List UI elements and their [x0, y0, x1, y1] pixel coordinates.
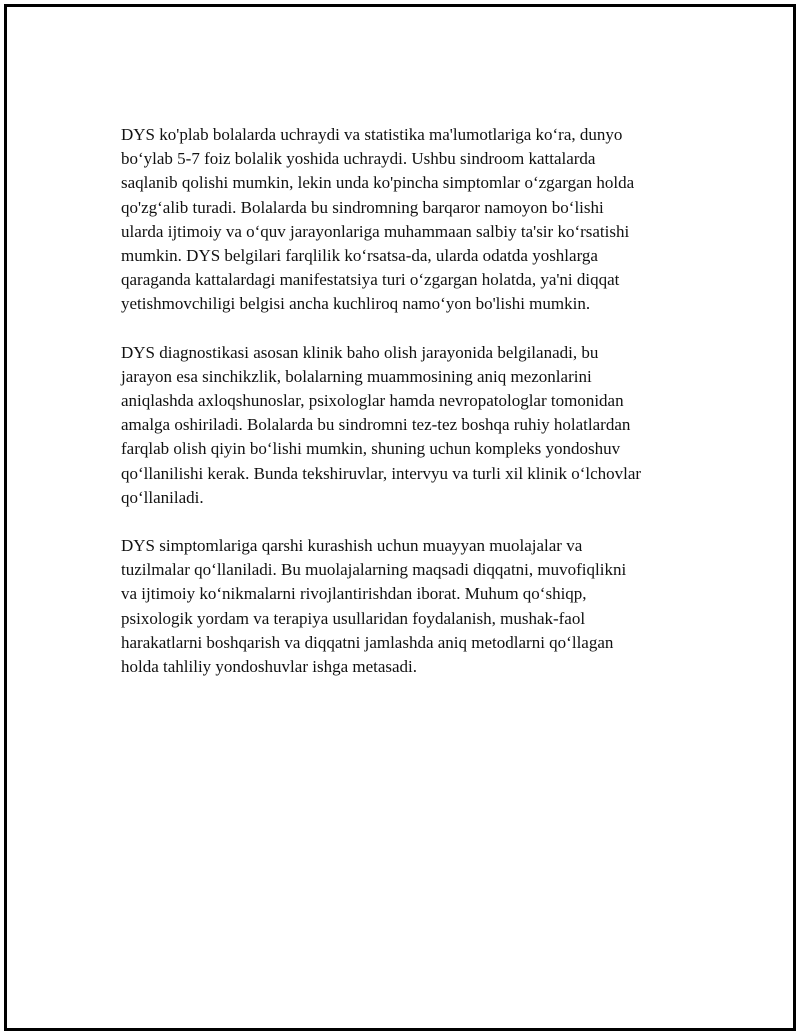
document-body — [121, 123, 701, 703]
paragraph-3: DYS simptomlariga qarshi kurashish uchun muayyan muolajalar va tuzilmalar qo‘llaniladi. Bu muolajalarning maqsadi diqqatni, muvofiqlikni va ijtimoiy ko‘nikmalarni rivojlantirishdan iborat. Muhum qo‘shiqp, psixologik yordam va terapiya usullaridan foydalanish, mushak-faol harakatlarni boshqarish va diqqatni jamlashda aniq metodlarni qo‘llagan holda tahliliy yondoshuvlar ishga metasadi. — [121, 536, 627, 677]
paragraph-1: DYS ko'plab bolalarda uchraydi va statistika ma'lumotlariga ko‘ra, dunyo bo‘ylab 5-7 foiz bolalik yoshida uchraydi. Ushbu sindroom kattalarda saqlanib qolishi mumkin, lekin unda ko'pincha simptomlar o‘zgargan holda qo'zg‘alib turadi. Bolalarda bu sindromning barqaror namoyon bo‘lishi ularda ijtimoiy va o‘quv jarayonlariga muhammaan salbiy ta'sir ko‘rsatishi mumkin. DYS belgilari farqlilik ko‘rsatsa-da, ularda odatda yoshlarga qaraganda kattalardagi manifestatsiya turi o‘zgargan holatda, ya'ni diqqat yetishmovchiligi belgisi ancha kuchliroq namo‘yon bo'lishi mumkin. — [121, 125, 635, 314]
page-frame — [4, 4, 796, 1031]
paragraph-2: DYS diagnostikasi asosan klinik baho olish jarayonida belgilanadi, bu jarayon esa sinchikzlik, bolalarning muammosining aniq mezonlarini aniqlashda axloqshunoslar, psixologlar hamda nevropatologlar tomonidan amalga oshiriladi. Bolalarda bu sindromni tez-tez boshqa ruhiy holatlardan farqlab olish qiyin bo‘lishi mumkin, shuning uchun kompleks yondoshuv qo‘llanilishi kerak. Bunda tekshiruvlar, intervyu va turli xil klinik o‘lchovlar qo‘llaniladi. — [121, 342, 642, 507]
